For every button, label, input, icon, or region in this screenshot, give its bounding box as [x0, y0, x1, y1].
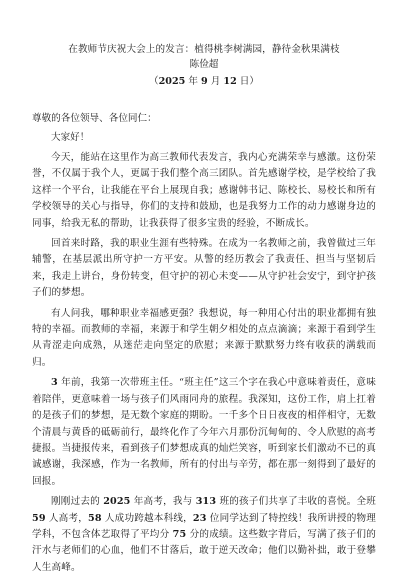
p5-text-d: 人高考，	[45, 512, 89, 524]
exam-takers-count: 59	[32, 512, 46, 524]
greeting: 大家好！	[51, 132, 90, 143]
p5-text-b: 年高考，我与	[130, 496, 196, 508]
p5-text-c: 班的孩子们共享了丰收的喜悦。全班	[216, 496, 376, 508]
undergrad-count: 58	[88, 512, 102, 524]
document-title: 在教师节庆祝大会上的发言：植得桃李树满园，静待金秋果满枝	[68, 44, 340, 55]
author-name: 陈俭超	[189, 59, 219, 70]
exam-year: 2025	[103, 496, 131, 508]
special-line-count: 23	[192, 512, 207, 524]
paragraph-5	[32, 494, 376, 576]
average-score: 75	[172, 528, 187, 540]
salutation: 尊敬的各位领导、各位同仁：	[32, 113, 157, 124]
paragraph-4	[32, 375, 376, 490]
paragraph-1: 今天，能站在这里作为高三教师代表发言，我内心充满荣幸与感激。这份荣誉，不仅属于我个人，更属于我们整个高三团队。首先感谢学校，是学校给了我这样一个平台，让我能在平台上展现自我；感谢韩书记、陈校长、易校长和所有学校领导的关心与指导，你们的支持和鼓励，也是我努力工作的动力感谢身边的同事，给我无私的帮助，让我获得了很多宝贵的经验，不断成长。	[32, 152, 376, 229]
date-open: （	[149, 76, 159, 87]
date-year-unit: 年	[185, 76, 201, 87]
date-year: 2025	[158, 76, 186, 87]
date-month-unit: 月	[207, 76, 224, 87]
date-month: 9	[201, 76, 208, 87]
speech-date	[32, 74, 376, 89]
years-count: 3	[51, 377, 58, 389]
date-day-unit: 日）	[236, 76, 259, 87]
p5-text-g: 分的成绩。这些数字背后，写满了孩子们的汗水与老师们的心血，他们不甘落后，敢于逆天改命；他们以勤补拙，敢于登攀人生高峰。	[32, 528, 376, 573]
paragraph-3: 有人问我，哪种职业幸福感更强？我想说，每一种用心付出的职业都拥有独特的幸福。而教师的幸福，来源于和学生朝夕相处的点点滴滴；来源于看到学生从青涩走向成熟，从迷茫走向坚定的欣慰；来源于默默努力终有收获的满载而归。	[32, 307, 376, 368]
class-number: 313	[195, 496, 217, 508]
p5-text-a: 刚刚过去的	[51, 496, 104, 508]
p5-text-f: 位同学达到了特控线！我所讲授的物理学科，不包含体艺取得了平均分	[32, 512, 377, 540]
paragraph-2: 回首来时路，我的职业生涯有些特殊。在成为一名教师之前，我曾做过三年辅警，在基层派出所守护一方平安。从警的经历教会了我责任、担当与坚韧后来，我走上讲台，身份转变，但守护的初心未变——从守护社会安宁，到守护孩子们的梦想。	[32, 238, 376, 299]
paragraph-4-text: 年前，我第一次带班主任。“班主任”这三个字在我心中意味着责任，意味着陪伴，更意味着一场与孩子们风雨同舟的旅程。我深知，这份工作，肩上扛着的是孩子们的梦想，是无数个家庭的期盼。一千多个日日夜夜的相伴相守，无数个清晨与黄昏的砥砺前行，最终化作了今年六月那份沉甸甸的、令人欣慰的高考捷报。当捷报传来，看到孩子们梦想成真的灿烂笑容，听到家长们激动不已的真诚感谢，我深感，作为一名教师，所有的付出与辛劳，都在那一刻得到了最好的回报。	[32, 377, 376, 487]
p5-text-e: 人成功跨越本科线，	[101, 512, 193, 524]
date-day: 12	[223, 76, 237, 87]
